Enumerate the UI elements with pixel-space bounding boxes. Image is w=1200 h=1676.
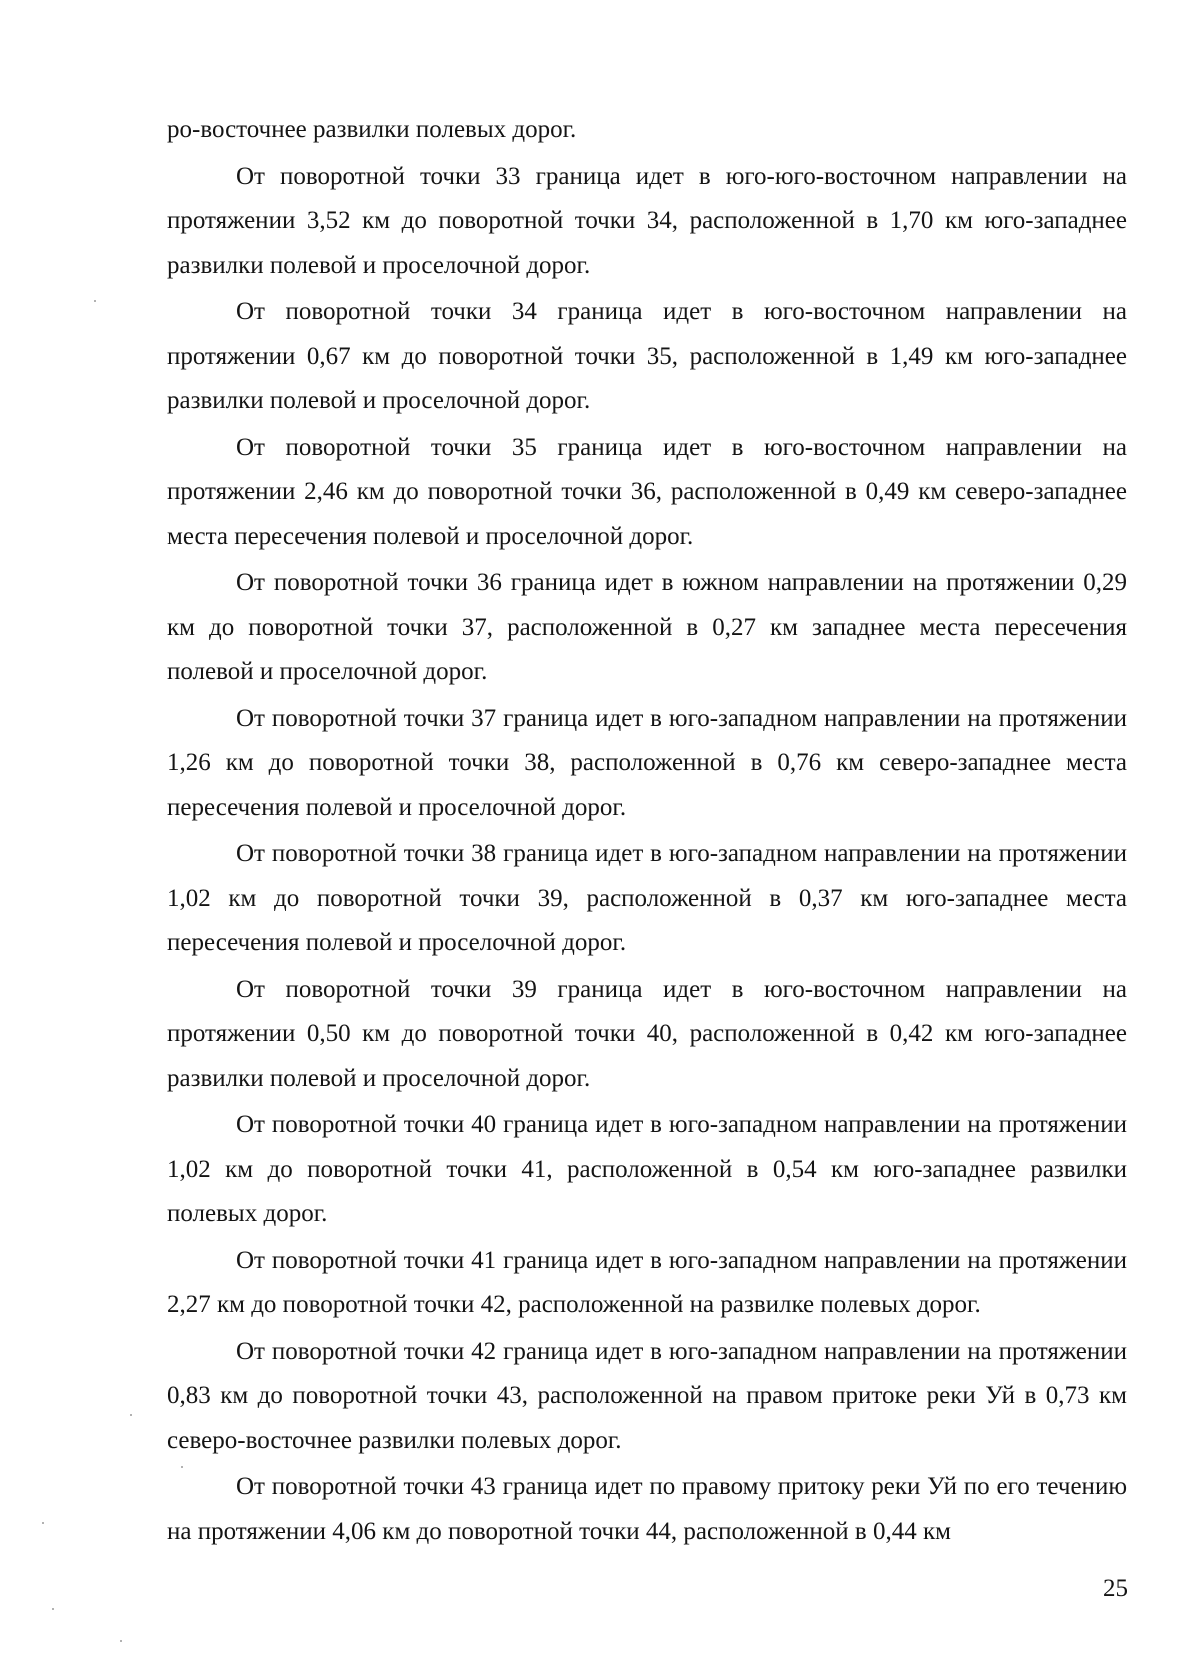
- paragraph-point-42: От поворотной точки 42 граница идет в юго-западном направлении на протяжении 0,83 км до поворотной точки 43, расположенной на правом притоке реки Уй в 0,73 км северо-восточнее развилки полевых дорог.: [167, 1337, 1127, 1454]
- paragraph-point-40: От поворотной точки 40 граница идет в юго-западном направлении на протяжении 1,02 км до поворотной точки 41, расположенной в 0,54 км юго-западнее развилки полевых дорог.: [167, 1111, 1127, 1227]
- scan-speck: [181, 1466, 183, 1468]
- paragraph-continuation: ро-восточнее развилки полевых дорог.: [167, 116, 577, 143]
- scan-speck: [42, 1522, 44, 1524]
- scan-speck: [52, 1608, 54, 1610]
- paragraph-point-37: От поворотной точки 37 граница идет в юго-западном направлении на протяжении 1,26 км до поворотной точки 38, расположенной в 0,76 км северо-западнее места пересечения полевой и проселочной дорог.: [167, 704, 1127, 821]
- paragraph-point-34: От поворотной точки 34 граница идет в юго-восточном направлении на протяжении 0,67 км до поворотной точки 35, расположенной в 1,49 км юго-западнее развилки полевой и проселочной дорог.: [167, 298, 1127, 414]
- paragraph-point-43: От поворотной точки 43 граница идет по правому притоку реки Уй по его течению на протяжении 4,06 км до поворотной точки 44, расположенной в 0,44 км: [167, 1473, 1127, 1545]
- paragraph-point-35: От поворотной точки 35 граница идет в юго-восточном направлении на протяжении 2,46 км до поворотной точки 36, расположенной в 0,49 км северо-западнее места пересечения полевой и проселочной дорог.: [167, 433, 1127, 550]
- paragraph-point-33: От поворотной точки 33 граница идет в юго-юго-восточном направлении на протяжении 3,52 км до поворотной точки 34, расположенной в 1,70 км юго-западнее развилки полевой и проселочной дорог.: [167, 162, 1127, 279]
- scan-speck: [130, 1414, 132, 1416]
- paragraph-point-38: От поворотной точки 38 граница идет в юго-западном направлении на протяжении 1,02 км до поворотной точки 39, расположенной в 0,37 км юго-западнее места пересечения полевой и проселочной дорог.: [167, 840, 1127, 956]
- paragraph-point-39: От поворотной точки 39 граница идет в юго-восточном направлении на протяжении 0,50 км до поворотной точки 40, расположенной в 0,42 км юго-западнее развилки полевой и проселочной дорог.: [167, 975, 1127, 1092]
- scan-speck: [120, 1640, 122, 1642]
- paragraph-point-41: От поворотной точки 41 граница идет в юго-западном направлении на протяжении 2,27 км до поворотной точки 42, расположенной на развилке полевых дорог.: [167, 1246, 1127, 1318]
- paragraph-point-36: От поворотной точки 36 граница идет в южном направлении на протяжении 0,29 км до поворотной точки 37, расположенной в 0,27 км западнее места пересечения полевой и проселочной дорог.: [167, 569, 1127, 685]
- scan-speck: [94, 300, 96, 302]
- page-number: 25: [1103, 1575, 1128, 1602]
- document-body: [167, 108, 1127, 1556]
